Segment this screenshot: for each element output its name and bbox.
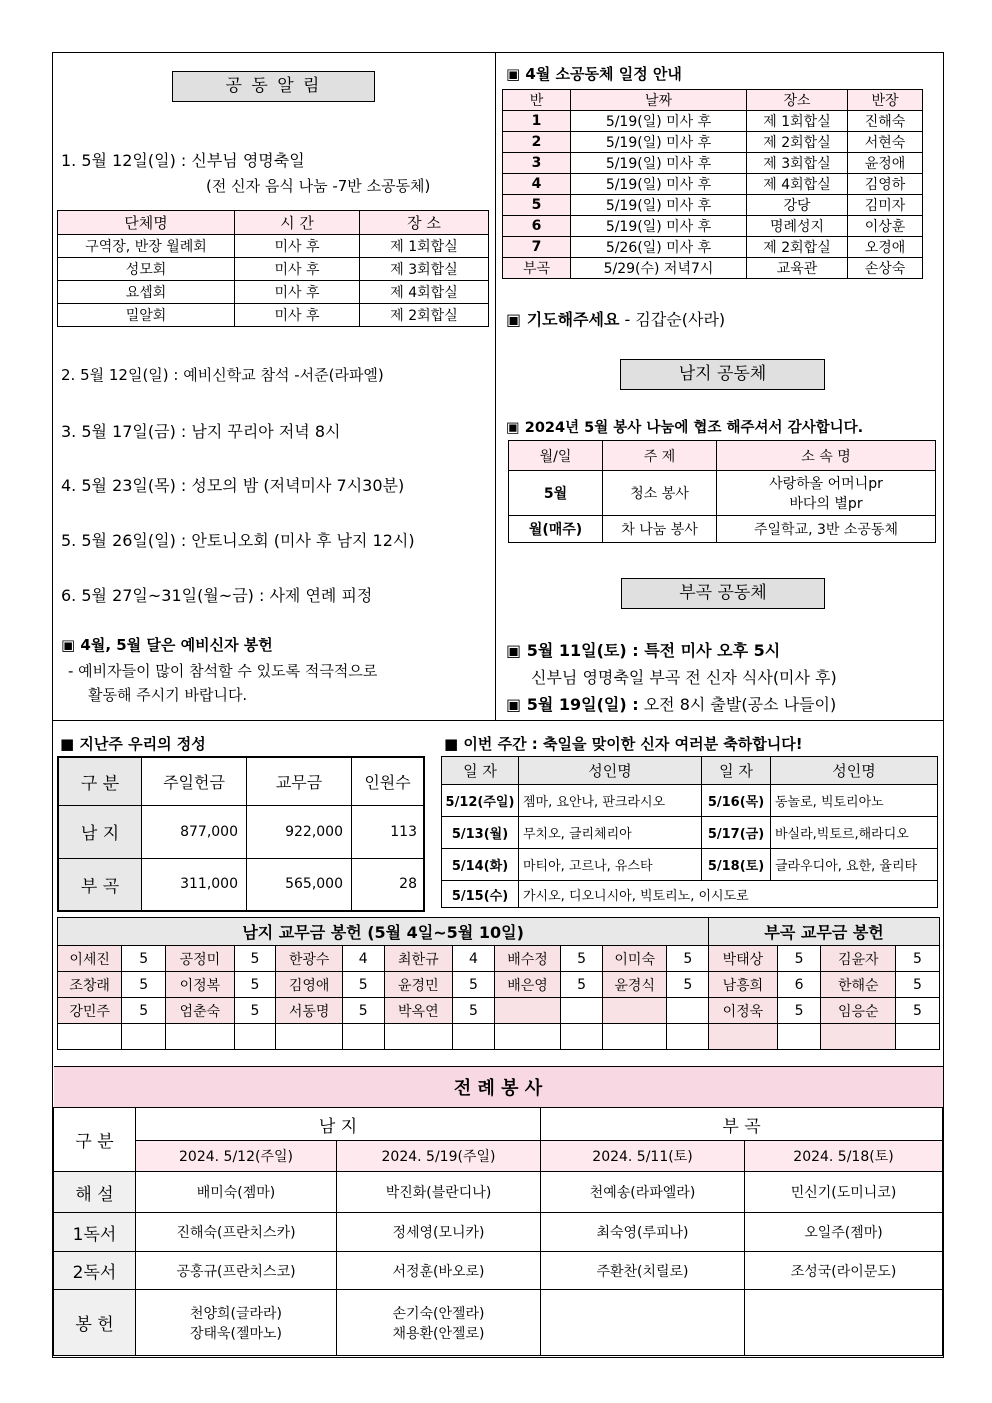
kyomu-bugok-amount: 5 [896,998,940,1024]
service-header: 월/일 [509,441,603,471]
kyomu-namji-amount: 5 [234,946,276,972]
offering-label: 부 곡 [58,858,142,911]
service-cell [717,471,936,516]
liturgy-cell: 서정훈(바오로) [337,1252,541,1290]
kyomu-namji-name [58,1024,122,1050]
kyomu-namji-amount: 5 [122,972,166,998]
bugok-line-2: 신부님 영명축일 부곡 전 신자 식사(미사 후) [531,668,837,687]
donation-line-1: - 예비자들이 많이 참석할 수 있도록 적극적으로 [68,662,378,680]
namji-thanks: ▣ 2024년 5월 봉사 나눔에 협조 해주셔서 감사합니다. [506,420,864,436]
schedule-cell: 5/19(일) 미사 후 [571,111,747,132]
kyomu-namji-name: 김영애 [276,972,342,998]
offering-header: 교무금 [247,757,352,805]
offering-header: 주일헌금 [142,757,247,805]
schedule-cell: 5/19(일) 미사 후 [571,153,747,174]
schedule-cell: 오경애 [848,237,923,258]
kyomu-namji-name: 엄춘숙 [166,998,234,1024]
birthday-saints: 바실라,빅토르,해라디오 [771,817,938,849]
kyomu-bugok-amount [896,1024,940,1050]
liturgy-date: 2024. 5/11(토) [541,1141,745,1172]
groups-cell: 제 3회합실 [360,258,489,281]
kyomu-namji-amount: 5 [561,946,603,972]
schedule-cell: 교육관 [747,258,848,279]
birthday-date: 5/12(주일) [442,785,519,817]
liturgy-role: 2독서 [54,1252,136,1290]
liturgy-role: 해 설 [54,1172,136,1213]
liturgy-offering-name: 장태욱(젤마노) [189,1325,283,1342]
service-header: 소 속 명 [717,441,936,471]
section-divider [53,720,943,721]
kyomu-namji-amount [234,1024,276,1050]
offering-cell: 922,000 [247,805,352,858]
birthday-date: 5/15(수) [442,881,519,908]
schedule-cell: 3 [503,153,571,174]
kyomu-bugok-name: 김윤자 [821,946,896,972]
notice-item-6: 6. 5월 27일~31일(월~금) : 사제 연례 피정 [61,586,373,605]
birthday-date: 5/13(월) [442,817,519,849]
kyomu-namji-name [603,1024,667,1050]
kyomu-namji-name: 윤경민 [384,972,452,998]
notice-item-3: 3. 5월 17일(금) : 남지 꾸리아 저녁 8시 [61,422,341,441]
schedule-cell: 6 [503,216,571,237]
liturgy-role: 봉 헌 [54,1290,136,1356]
schedule-cell: 김미자 [848,195,923,216]
liturgy-cell: 최숙영(루피나) [541,1213,745,1252]
schedule-cell: 제 4회합실 [747,174,848,195]
schedule-cell: 명례성지 [747,216,848,237]
bugok-line-3 [506,692,836,715]
column-divider [495,53,496,720]
service-cell: 주일학교, 3반 소공동체 [717,516,936,543]
schedule-cell: 4 [503,174,571,195]
liturgy-date: 2024. 5/12(주일) [136,1141,337,1172]
groups-cell: 제 1회합실 [360,235,489,258]
kyomu-namji-name [494,1024,560,1050]
groups-table [57,210,489,327]
kyomu-namji-name: 최한규 [384,946,452,972]
notice-item-1-sub: (전 신자 음식 나눔 -7반 소공동체) [206,177,431,195]
notice-title: 공 동 알 림 [172,71,375,102]
kyomu-namji-amount [667,998,709,1024]
offering-cell: 565,000 [247,858,352,911]
kyomu-namji-amount [561,1024,603,1050]
schedule-cell: 강당 [747,195,848,216]
kyomu-namji-amount: 4 [342,946,384,972]
offering-cell: 28 [352,858,425,911]
kyomu-bugok-amount: 5 [777,946,821,972]
kyomu-namji-amount [561,998,603,1024]
kyomu-namji-amount: 5 [453,972,495,998]
kyomu-namji-amount [667,1024,709,1050]
schedule-cell: 제 1회합실 [747,111,848,132]
groups-cell: 구역장, 반장 월례회 [58,235,235,258]
prayer-text: - 김갑순(사라) [619,310,726,329]
namji-service-table [508,440,936,543]
kyomu-table [57,917,940,1050]
schedule-header: 장소 [747,90,848,111]
groups-cell: 요셉회 [58,281,235,304]
groups-cell: 밀알회 [58,304,235,327]
kyomu-namji-amount: 5 [122,998,166,1024]
kyomu-namji-name: 박옥연 [384,998,452,1024]
groups-header: 시 간 [235,211,360,235]
schedule-cell: 5/19(일) 미사 후 [571,216,747,237]
kyomu-namji-name: 이세진 [58,946,122,972]
liturgy-role: 1독서 [54,1213,136,1252]
kyomu-namji-amount: 5 [122,946,166,972]
prayer-request [506,307,725,330]
kyomu-bugok-amount: 5 [896,946,940,972]
service-header: 주 제 [603,441,717,471]
liturgy-date: 2024. 5/19(주일) [337,1141,541,1172]
liturgy-cell: 배미숙(젬마) [136,1172,337,1213]
kyomu-namji-name: 강민주 [58,998,122,1024]
kyomu-bugok-amount: 5 [896,972,940,998]
schedule-cell: 5 [503,195,571,216]
kyomu-namji-name: 한광수 [276,946,342,972]
birthdays-table [441,756,938,908]
offering-cell: 311,000 [142,858,247,911]
kyomu-namji-name: 공정미 [166,946,234,972]
service-group-1: 사랑하올 어머니pr [769,476,883,492]
liturgy-cell: 박진화(블란디나) [337,1172,541,1213]
schedule-cell: 2 [503,132,571,153]
liturgy-title: 전 례 봉 사 [54,1067,943,1108]
kyomu-namji-amount: 5 [342,972,384,998]
groups-header: 단체명 [58,211,235,235]
kyomu-namji-name [166,1024,234,1050]
offering-table [57,756,425,912]
notice-item-5: 5. 5월 26일(일) : 안토니오회 (미사 후 남지 12시) [61,531,415,550]
schedule-cell: 제 3회합실 [747,153,848,174]
kyomu-namji-amount: 5 [234,998,276,1024]
kyomu-namji-name: 서동명 [276,998,342,1024]
liturgy-offering-name: 손기숙(안젤라) [392,1305,485,1322]
liturgy-category: 구 분 [54,1108,136,1172]
schedule-cell: 1 [503,111,571,132]
kyomu-namji-amount: 4 [453,946,495,972]
bugok-line-1: ▣ 5월 11일(토) : 특전 미사 오후 5시 [506,641,781,660]
birthdays-title: ■ 이번 주간 : 축일을 맞이한 신자 여러분 축하합니다! [444,735,803,753]
birthday-date: 5/14(화) [442,849,519,881]
schedule-cell: 5/19(일) 미사 후 [571,174,747,195]
schedule-cell: 제 2회합실 [747,132,848,153]
kyomu-namji-name [494,998,560,1024]
schedule-table [502,89,923,279]
kyomu-namji-amount [122,1024,166,1050]
offering-title: ■ 지난주 우리의 정성 [60,735,206,753]
liturgy-date: 2024. 5/18(토) [745,1141,943,1172]
kyomu-namji-amount: 5 [667,972,709,998]
groups-cell: 성모회 [58,258,235,281]
schedule-header: 반 [503,90,571,111]
schedule-cell: 윤정애 [848,153,923,174]
kyomu-bugok-name [821,1024,896,1050]
liturgy-bugok: 부 곡 [541,1108,943,1141]
schedule-header: 반장 [848,90,923,111]
schedule-cell: 김영하 [848,174,923,195]
service-cell: 청소 봉사 [603,471,717,516]
liturgy-namji: 남 지 [136,1108,541,1141]
groups-cell: 미사 후 [235,281,360,304]
schedule-cell: 5/29(수) 저녁7시 [571,258,747,279]
liturgy-offering-name: 채용환(안젤로) [392,1325,485,1342]
kyomu-namji-name [603,998,667,1024]
birthday-date: 5/17(금) [702,817,771,849]
kyomu-namji-amount: 5 [453,998,495,1024]
liturgy-cell: 공홍규(프란치스코) [136,1252,337,1290]
birthday-saints: 젬마, 요안나, 판크라시오 [519,785,702,817]
kyomu-namji-name [276,1024,342,1050]
liturgy-table [53,1066,943,1356]
bugok-line-3-text: 오전 8시 출발(공소 나들이) [638,695,837,714]
kyomu-bugok-name: 박태상 [709,946,777,972]
kyomu-bugok-title: 부곡 교무금 봉헌 [709,918,940,946]
service-group-2: 바다의 별pr [789,496,863,512]
groups-cell: 미사 후 [235,304,360,327]
offering-cell: 877,000 [142,805,247,858]
service-cell: 5월 [509,471,603,516]
liturgy-cell: 정세영(모니카) [337,1213,541,1252]
kyomu-bugok-amount: 6 [777,972,821,998]
notice-item-1: 1. 5월 12일(일) : 신부님 영명축일 [61,151,305,170]
kyomu-namji-name: 이미숙 [603,946,667,972]
birthday-saints: 마티아, 고르나, 유스타 [519,849,702,881]
liturgy-cell: 주환찬(치릴로) [541,1252,745,1290]
offering-label: 남 지 [58,805,142,858]
kyomu-bugok-name: 이정욱 [709,998,777,1024]
schedule-cell: 5/19(일) 미사 후 [571,132,747,153]
birthday-saints: 글라우디아, 요한, 율리타 [771,849,938,881]
groups-cell: 제 2회합실 [360,304,489,327]
schedule-cell: 제 2회합실 [747,237,848,258]
schedule-cell: 서현숙 [848,132,923,153]
kyomu-namji-name: 조창래 [58,972,122,998]
birthday-saints: 무치오, 글리체리아 [519,817,702,849]
groups-cell: 미사 후 [235,235,360,258]
kyomu-bugok-amount: 5 [777,998,821,1024]
kyomu-namji-amount: 5 [561,972,603,998]
kyomu-namji-amount [453,1024,495,1050]
kyomu-bugok-name [709,1024,777,1050]
kyomu-namji-amount [342,1024,384,1050]
liturgy-cell: 천예송(라파엘라) [541,1172,745,1213]
bugok-line-3-date: ▣ 5월 19일(일) : [506,695,639,714]
birthday-date: 5/18(토) [702,849,771,881]
offering-header: 인원수 [352,757,425,805]
liturgy-cell: 오일주(젬마) [745,1213,943,1252]
liturgy-cell [745,1290,943,1356]
offering-header: 구 분 [58,757,142,805]
kyomu-namji-amount: 5 [342,998,384,1024]
schedule-cell: 5/19(일) 미사 후 [571,195,747,216]
kyomu-namji-title: 남지 교무금 봉헌 (5월 4일~5월 10일) [58,918,709,946]
kyomu-namji-name [384,1024,452,1050]
liturgy-cell: 진해숙(프란치스카) [136,1213,337,1252]
prayer-label: ▣ 기도해주세요 [506,310,620,329]
bugok-title: 부곡 공동체 [621,578,825,609]
groups-cell: 제 4회합실 [360,281,489,304]
service-cell: 월(매주) [509,516,603,543]
namji-title: 남지 공동체 [620,359,825,390]
schedule-cell: 5/26(일) 미사 후 [571,237,747,258]
schedule-cell: 부곡 [503,258,571,279]
kyomu-namji-name: 배수정 [494,946,560,972]
service-cell: 차 나눔 봉사 [603,516,717,543]
schedule-title: ▣ 4월 소공동체 일정 안내 [506,65,682,83]
liturgy-cell [136,1290,337,1356]
donation-line-2: 활동해 주시기 바랍니다. [88,686,248,704]
birthday-saints: 동놀로, 빅토리아노 [771,785,938,817]
offering-cell: 113 [352,805,425,858]
birthday-saints: 가시오, 디오니시아, 빅토리노, 이시도로 [519,881,938,908]
schedule-cell: 진해숙 [848,111,923,132]
liturgy-cell [541,1290,745,1356]
liturgy-offering-name: 천양희(글라라) [189,1305,283,1322]
kyomu-bugok-name: 남흥희 [709,972,777,998]
birthday-date: 5/16(목) [702,785,771,817]
birthdays-header: 성인명 [771,757,938,785]
schedule-header: 날짜 [571,90,747,111]
groups-cell: 미사 후 [235,258,360,281]
kyomu-namji-name: 배은영 [494,972,560,998]
schedule-cell: 7 [503,237,571,258]
notice-item-4: 4. 5월 23일(목) : 성모의 밤 (저녁미사 7시30분) [61,476,405,495]
kyomu-namji-amount: 5 [667,946,709,972]
kyomu-bugok-name: 한해순 [821,972,896,998]
schedule-cell: 손상숙 [848,258,923,279]
birthdays-header: 성인명 [519,757,702,785]
groups-header: 장 소 [360,211,489,235]
notice-item-2: 2. 5월 12일(일) : 예비신학교 참석 -서준(라파엘) [61,366,384,384]
kyomu-namji-name: 이정복 [166,972,234,998]
kyomu-bugok-name: 임응순 [821,998,896,1024]
kyomu-namji-amount: 5 [234,972,276,998]
donation-title: ▣ 4월, 5월 달은 예비신자 봉헌 [61,636,273,654]
liturgy-cell: 조성국(라이문도) [745,1252,943,1290]
liturgy-cell [337,1290,541,1356]
kyomu-namji-name: 윤경식 [603,972,667,998]
birthdays-header: 일 자 [442,757,519,785]
birthdays-header: 일 자 [702,757,771,785]
kyomu-bugok-amount [777,1024,821,1050]
schedule-cell: 이상훈 [848,216,923,237]
liturgy-cell: 민신기(도미니코) [745,1172,943,1213]
